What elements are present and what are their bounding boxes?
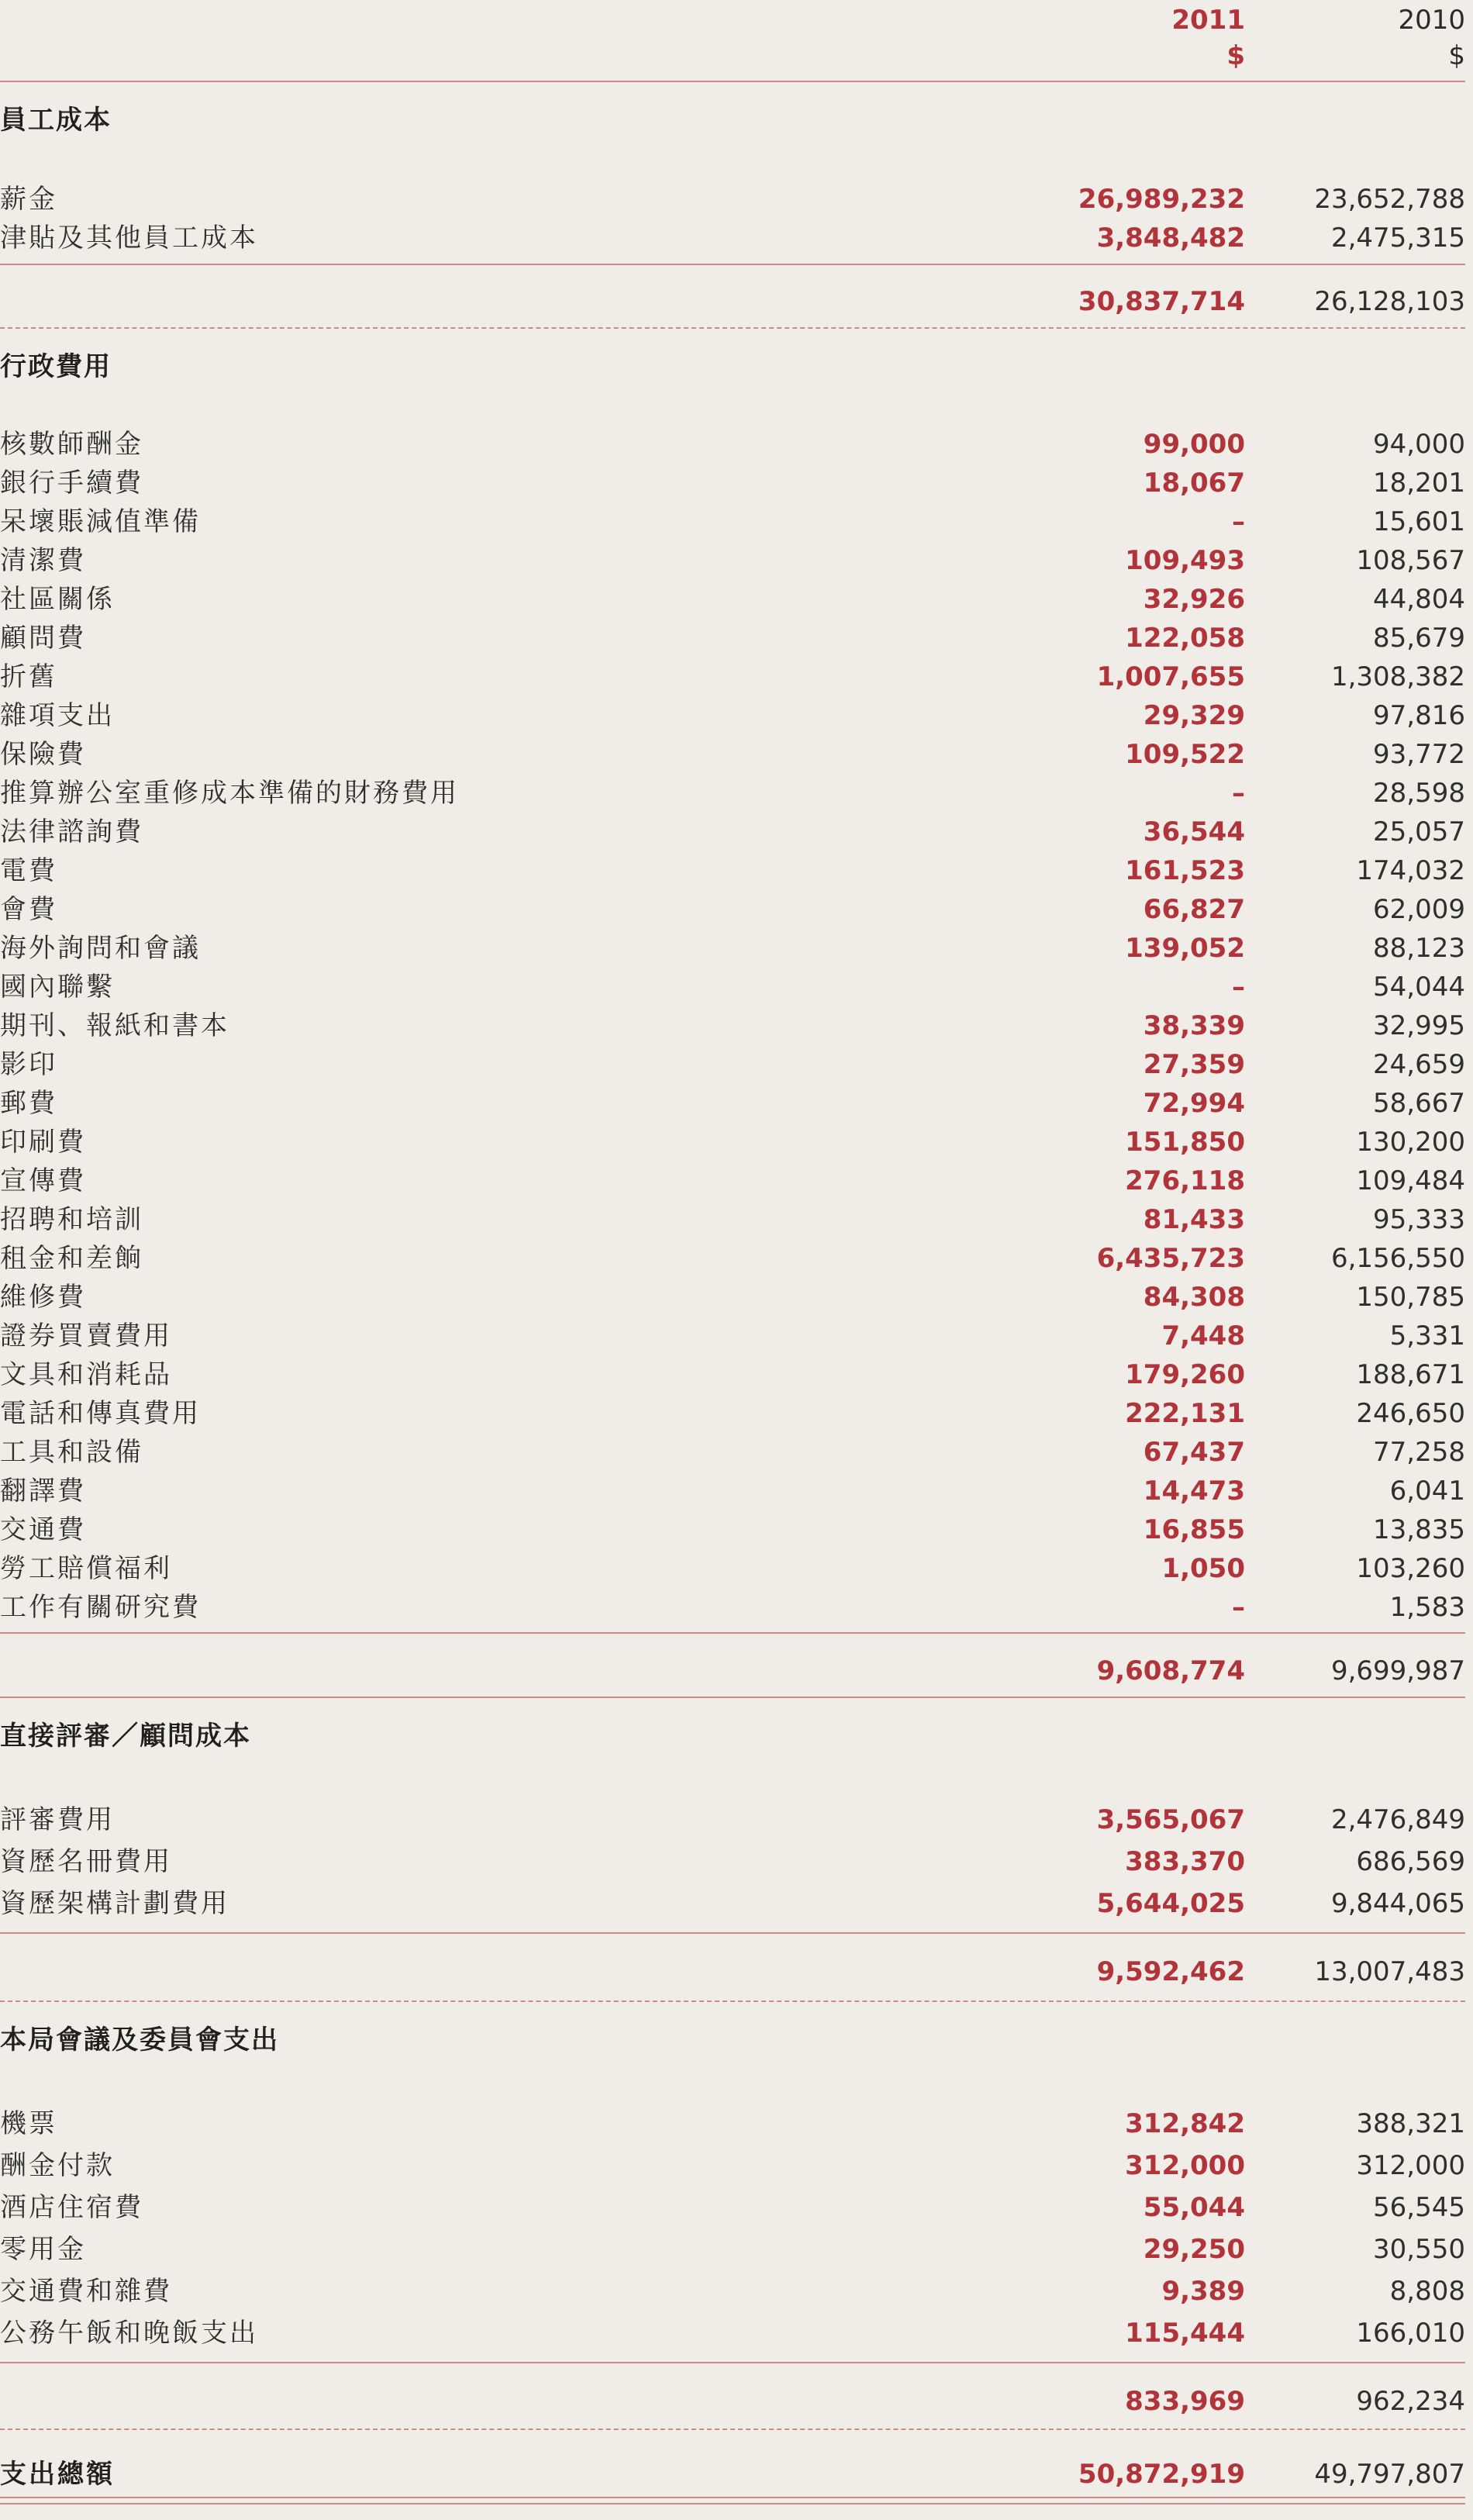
row-label: 租金和差餉 [0, 1243, 143, 1274]
row-label: 評審費用 [0, 1804, 115, 1835]
row-label: 折舊 [0, 661, 57, 692]
row-label: 法律諮詢費 [0, 816, 143, 847]
row-label: 勞工賠償福利 [0, 1553, 172, 1584]
admin-row [0, 580, 1465, 619]
admin-row [0, 813, 1465, 851]
staff-subtotal-rule [0, 264, 1465, 265]
amount-2011: – [1232, 506, 1245, 537]
amount-2011: 312,842 [1125, 2108, 1245, 2139]
row-label: 文具和消耗品 [0, 1359, 172, 1390]
row-label: 翻譯費 [0, 1476, 86, 1507]
direct-row [0, 1842, 1465, 1881]
direct-row [0, 1884, 1465, 1923]
amount-2011: 276,118 [1125, 1165, 1245, 1196]
section-title-staff-costs: 員工成本 [0, 105, 112, 136]
row-label: 工具和設備 [0, 1437, 143, 1468]
admin-row [0, 1200, 1465, 1239]
amount-2011: 36,544 [1143, 816, 1245, 847]
council-row [0, 2188, 1465, 2227]
amount-2011: 1,050 [1161, 1553, 1245, 1584]
amount-2010: 109,484 [1356, 1165, 1465, 1196]
row-label: 公務午飯和晚飯支出 [0, 2318, 258, 2349]
amount-2010: 85,679 [1373, 623, 1465, 654]
admin-row [0, 1006, 1465, 1045]
amount-2010: 150,785 [1356, 1282, 1465, 1313]
row-label: 顧問費 [0, 623, 86, 654]
row-label: 酒店住宿費 [0, 2192, 143, 2223]
amount-2010: 44,804 [1373, 584, 1465, 615]
council-subtotal-row [0, 2382, 1465, 2421]
amount-2011: – [1232, 778, 1245, 809]
row-label: 招聘和培訓 [0, 1204, 143, 1235]
row-label: 資歷架構計劃費用 [0, 1888, 229, 1919]
admin-row [0, 502, 1465, 541]
grand-total-rule-2 [0, 2503, 1465, 2504]
admin-row [0, 1317, 1465, 1355]
council-subtotal-rule [0, 2362, 1465, 2363]
row-label: 零用金 [0, 2234, 86, 2265]
amount-2010: 32,995 [1373, 1010, 1465, 1041]
amount-2011: 179,260 [1125, 1359, 1245, 1390]
row-label: 保險費 [0, 739, 86, 770]
amount-2011: 9,592,462 [1096, 1956, 1245, 1987]
amount-2010: 13,835 [1373, 1514, 1465, 1545]
row-label: 機票 [0, 2108, 57, 2139]
admin-row [0, 890, 1465, 929]
admin-row [0, 929, 1465, 968]
council-row [0, 2314, 1465, 2353]
amount-2010: 130,200 [1356, 1127, 1465, 1158]
amount-2010: 26,128,103 [1314, 286, 1465, 317]
row-label: 期刊、報紙和書本 [0, 1010, 229, 1041]
amount-2011: 833,969 [1125, 2386, 1245, 2417]
direct-row [0, 1800, 1465, 1839]
amount-2010: 9,844,065 [1330, 1888, 1465, 1919]
admin-row [0, 541, 1465, 580]
amount-2010: 103,260 [1356, 1553, 1465, 1584]
row-label: 銀行手續費 [0, 468, 143, 499]
grand-total-row [0, 2455, 1465, 2494]
column-header-years [0, 2, 1465, 39]
amount-2010: 56,545 [1373, 2192, 1465, 2223]
amount-2010: 97,816 [1373, 700, 1465, 731]
amount-2011: 109,522 [1125, 739, 1245, 770]
admin-row [0, 1588, 1465, 1627]
amount-2011: 16,855 [1143, 1514, 1245, 1545]
amount-2011: 99,000 [1143, 429, 1245, 460]
admin-row [0, 851, 1465, 890]
amount-2010: 88,123 [1373, 933, 1465, 964]
section-title-direct-costs: 直接評審／顧問成本 [0, 1721, 251, 1752]
admin-row [0, 464, 1465, 502]
unit-2010-header: $ [1448, 40, 1465, 71]
amount-2010: 28,598 [1373, 778, 1465, 809]
amount-2011: 222,131 [1125, 1398, 1245, 1429]
row-label: 資歷名冊費用 [0, 1846, 172, 1877]
amount-2011: 32,926 [1143, 584, 1245, 615]
amount-2010: 24,659 [1373, 1049, 1465, 1080]
row-label: 宣傳費 [0, 1165, 86, 1196]
amount-2011: 5,644,025 [1096, 1888, 1245, 1919]
amount-2011: 50,872,919 [1078, 2459, 1245, 2490]
row-label: 支出總額 [0, 2459, 115, 2490]
amount-2011: 122,058 [1125, 623, 1245, 654]
amount-2010: 94,000 [1373, 429, 1465, 460]
row-label: 維修費 [0, 1282, 86, 1313]
row-label: 清潔費 [0, 545, 86, 576]
admin-row [0, 1045, 1465, 1084]
admin-row [0, 619, 1465, 658]
council-row [0, 2146, 1465, 2185]
amount-2011: 109,493 [1125, 545, 1245, 576]
amount-2010: 62,009 [1373, 894, 1465, 925]
amount-2011: 72,994 [1143, 1088, 1245, 1119]
amount-2011: 115,444 [1125, 2318, 1245, 2349]
row-label: 電費 [0, 855, 57, 886]
row-label: 郵費 [0, 1088, 57, 1119]
council-row [0, 2104, 1465, 2143]
amount-2010: 2,476,849 [1330, 1804, 1465, 1835]
amount-2010: 188,671 [1356, 1359, 1465, 1390]
row-label: 呆壞賬減值準備 [0, 506, 201, 537]
amount-2011: 30,837,714 [1078, 286, 1245, 317]
amount-2011: 38,339 [1143, 1010, 1245, 1041]
amount-2011: 81,433 [1143, 1204, 1245, 1235]
column-header-units [0, 37, 1465, 74]
amount-2011: 66,827 [1143, 894, 1245, 925]
amount-2010: 312,000 [1356, 2150, 1465, 2181]
amount-2010: 5,331 [1389, 1320, 1465, 1351]
year-2011-header: 2011 [1171, 5, 1245, 36]
row-label: 影印 [0, 1049, 57, 1080]
grand-total-rule-1 [0, 2497, 1465, 2498]
amount-2011: 1,007,655 [1096, 661, 1245, 692]
amount-2011: 29,329 [1143, 700, 1245, 731]
amount-2010: 174,032 [1356, 855, 1465, 886]
staff-row [0, 219, 1465, 257]
admin-row [0, 1549, 1465, 1588]
row-label: 證券買賣費用 [0, 1320, 172, 1351]
staff-subtotal-row [0, 282, 1465, 321]
amount-2011: 383,370 [1125, 1846, 1245, 1877]
amount-2010: 15,601 [1373, 506, 1465, 537]
amount-2010: 246,650 [1356, 1398, 1465, 1429]
amount-2010: 23,652,788 [1314, 184, 1465, 215]
amount-2011: 29,250 [1143, 2234, 1245, 2265]
admin-row [0, 774, 1465, 813]
admin-row [0, 1355, 1465, 1394]
council-row [0, 2230, 1465, 2269]
amount-2010: 686,569 [1356, 1846, 1465, 1877]
admin-row [0, 696, 1465, 735]
amount-2011: 14,473 [1143, 1476, 1245, 1507]
row-label: 海外詢問和會議 [0, 933, 201, 964]
amount-2010: 77,258 [1373, 1437, 1465, 1468]
admin-row [0, 1472, 1465, 1510]
row-label: 交通費和雜費 [0, 2276, 172, 2307]
admin-row [0, 1123, 1465, 1162]
amount-2010: 388,321 [1356, 2108, 1465, 2139]
amount-2011: 151,850 [1125, 1127, 1245, 1158]
admin-row [0, 1239, 1465, 1278]
amount-2010: 1,308,382 [1330, 661, 1465, 692]
row-label: 雜項支出 [0, 700, 115, 731]
amount-2011: 6,435,723 [1096, 1243, 1245, 1274]
row-label: 津貼及其他員工成本 [0, 223, 258, 254]
amount-2010: 49,797,807 [1314, 2459, 1465, 2490]
admin-row [0, 658, 1465, 696]
admin-row [0, 1394, 1465, 1433]
admin-subtotal-rule [0, 1632, 1465, 1634]
row-label: 薪金 [0, 184, 57, 215]
section-title-council-expenses: 本局會議及委員會支出 [0, 2025, 279, 2056]
direct-subtotal-row [0, 1952, 1465, 1991]
header-rule [0, 81, 1465, 82]
amount-2011: – [1232, 972, 1245, 1003]
amount-2011: 84,308 [1143, 1282, 1245, 1313]
amount-2010: 166,010 [1356, 2318, 1465, 2349]
amount-2010: 962,234 [1356, 2386, 1465, 2417]
amount-2011: 27,359 [1143, 1049, 1245, 1080]
admin-row [0, 1162, 1465, 1200]
admin-subtotal-row [0, 1652, 1465, 1690]
row-label: 印刷費 [0, 1127, 86, 1158]
amount-2011: 67,437 [1143, 1437, 1245, 1468]
amount-2010: 25,057 [1373, 816, 1465, 847]
row-label: 交通費 [0, 1514, 86, 1545]
direct-subtotal-rule [0, 1932, 1465, 1934]
amount-2010: 54,044 [1373, 972, 1465, 1003]
row-label: 國內聯繫 [0, 972, 115, 1003]
amount-2010: 13,007,483 [1314, 1956, 1465, 1987]
amount-2010: 95,333 [1373, 1204, 1465, 1235]
year-2010-header: 2010 [1398, 5, 1465, 36]
row-label: 酬金付款 [0, 2150, 115, 2181]
amount-2010: 30,550 [1373, 2234, 1465, 2265]
amount-2010: 93,772 [1373, 739, 1465, 770]
amount-2011: 7,448 [1161, 1320, 1245, 1351]
amount-2011: 161,523 [1125, 855, 1245, 886]
amount-2010: 9,699,987 [1330, 1655, 1465, 1686]
council-row [0, 2272, 1465, 2311]
row-label: 推算辦公室重修成本準備的財務費用 [0, 778, 459, 809]
amount-2010: 6,156,550 [1330, 1243, 1465, 1274]
row-label: 電話和傳真費用 [0, 1398, 201, 1429]
amount-2011: 55,044 [1143, 2192, 1245, 2223]
amount-2011: 139,052 [1125, 933, 1245, 964]
row-label: 社區關係 [0, 584, 115, 615]
row-label: 工作有關研究費 [0, 1592, 201, 1623]
amount-2011: – [1232, 1592, 1245, 1623]
row-label: 核數師酬金 [0, 429, 143, 460]
amount-2010: 18,201 [1373, 468, 1465, 499]
admin-row [0, 425, 1465, 464]
section-title-admin-expenses: 行政費用 [0, 351, 112, 382]
amount-2011: 3,565,067 [1096, 1804, 1245, 1835]
amount-2010: 6,041 [1389, 1476, 1465, 1507]
amount-2011: 3,848,482 [1096, 223, 1245, 254]
amount-2011: 9,389 [1161, 2276, 1245, 2307]
amount-2011: 312,000 [1125, 2150, 1245, 2181]
admin-row [0, 1433, 1465, 1472]
admin-end-rule [0, 1697, 1465, 1698]
amount-2011: 18,067 [1143, 468, 1245, 499]
admin-row [0, 735, 1465, 774]
staff-row [0, 180, 1465, 219]
amount-2010: 1,583 [1389, 1592, 1465, 1623]
admin-row [0, 1510, 1465, 1549]
amount-2011: 26,989,232 [1078, 184, 1245, 215]
row-label: 會費 [0, 894, 57, 925]
amount-2011: 9,608,774 [1096, 1655, 1245, 1686]
staff-end-rule [0, 327, 1465, 329]
unit-2011-header: $ [1226, 40, 1245, 71]
amount-2010: 8,808 [1389, 2276, 1465, 2307]
direct-end-rule [0, 2000, 1465, 2002]
amount-2010: 108,567 [1356, 545, 1465, 576]
council-end-rule [0, 2429, 1465, 2430]
amount-2010: 2,475,315 [1330, 223, 1465, 254]
admin-row [0, 968, 1465, 1006]
amount-2010: 58,667 [1373, 1088, 1465, 1119]
admin-row [0, 1278, 1465, 1317]
admin-row [0, 1084, 1465, 1123]
